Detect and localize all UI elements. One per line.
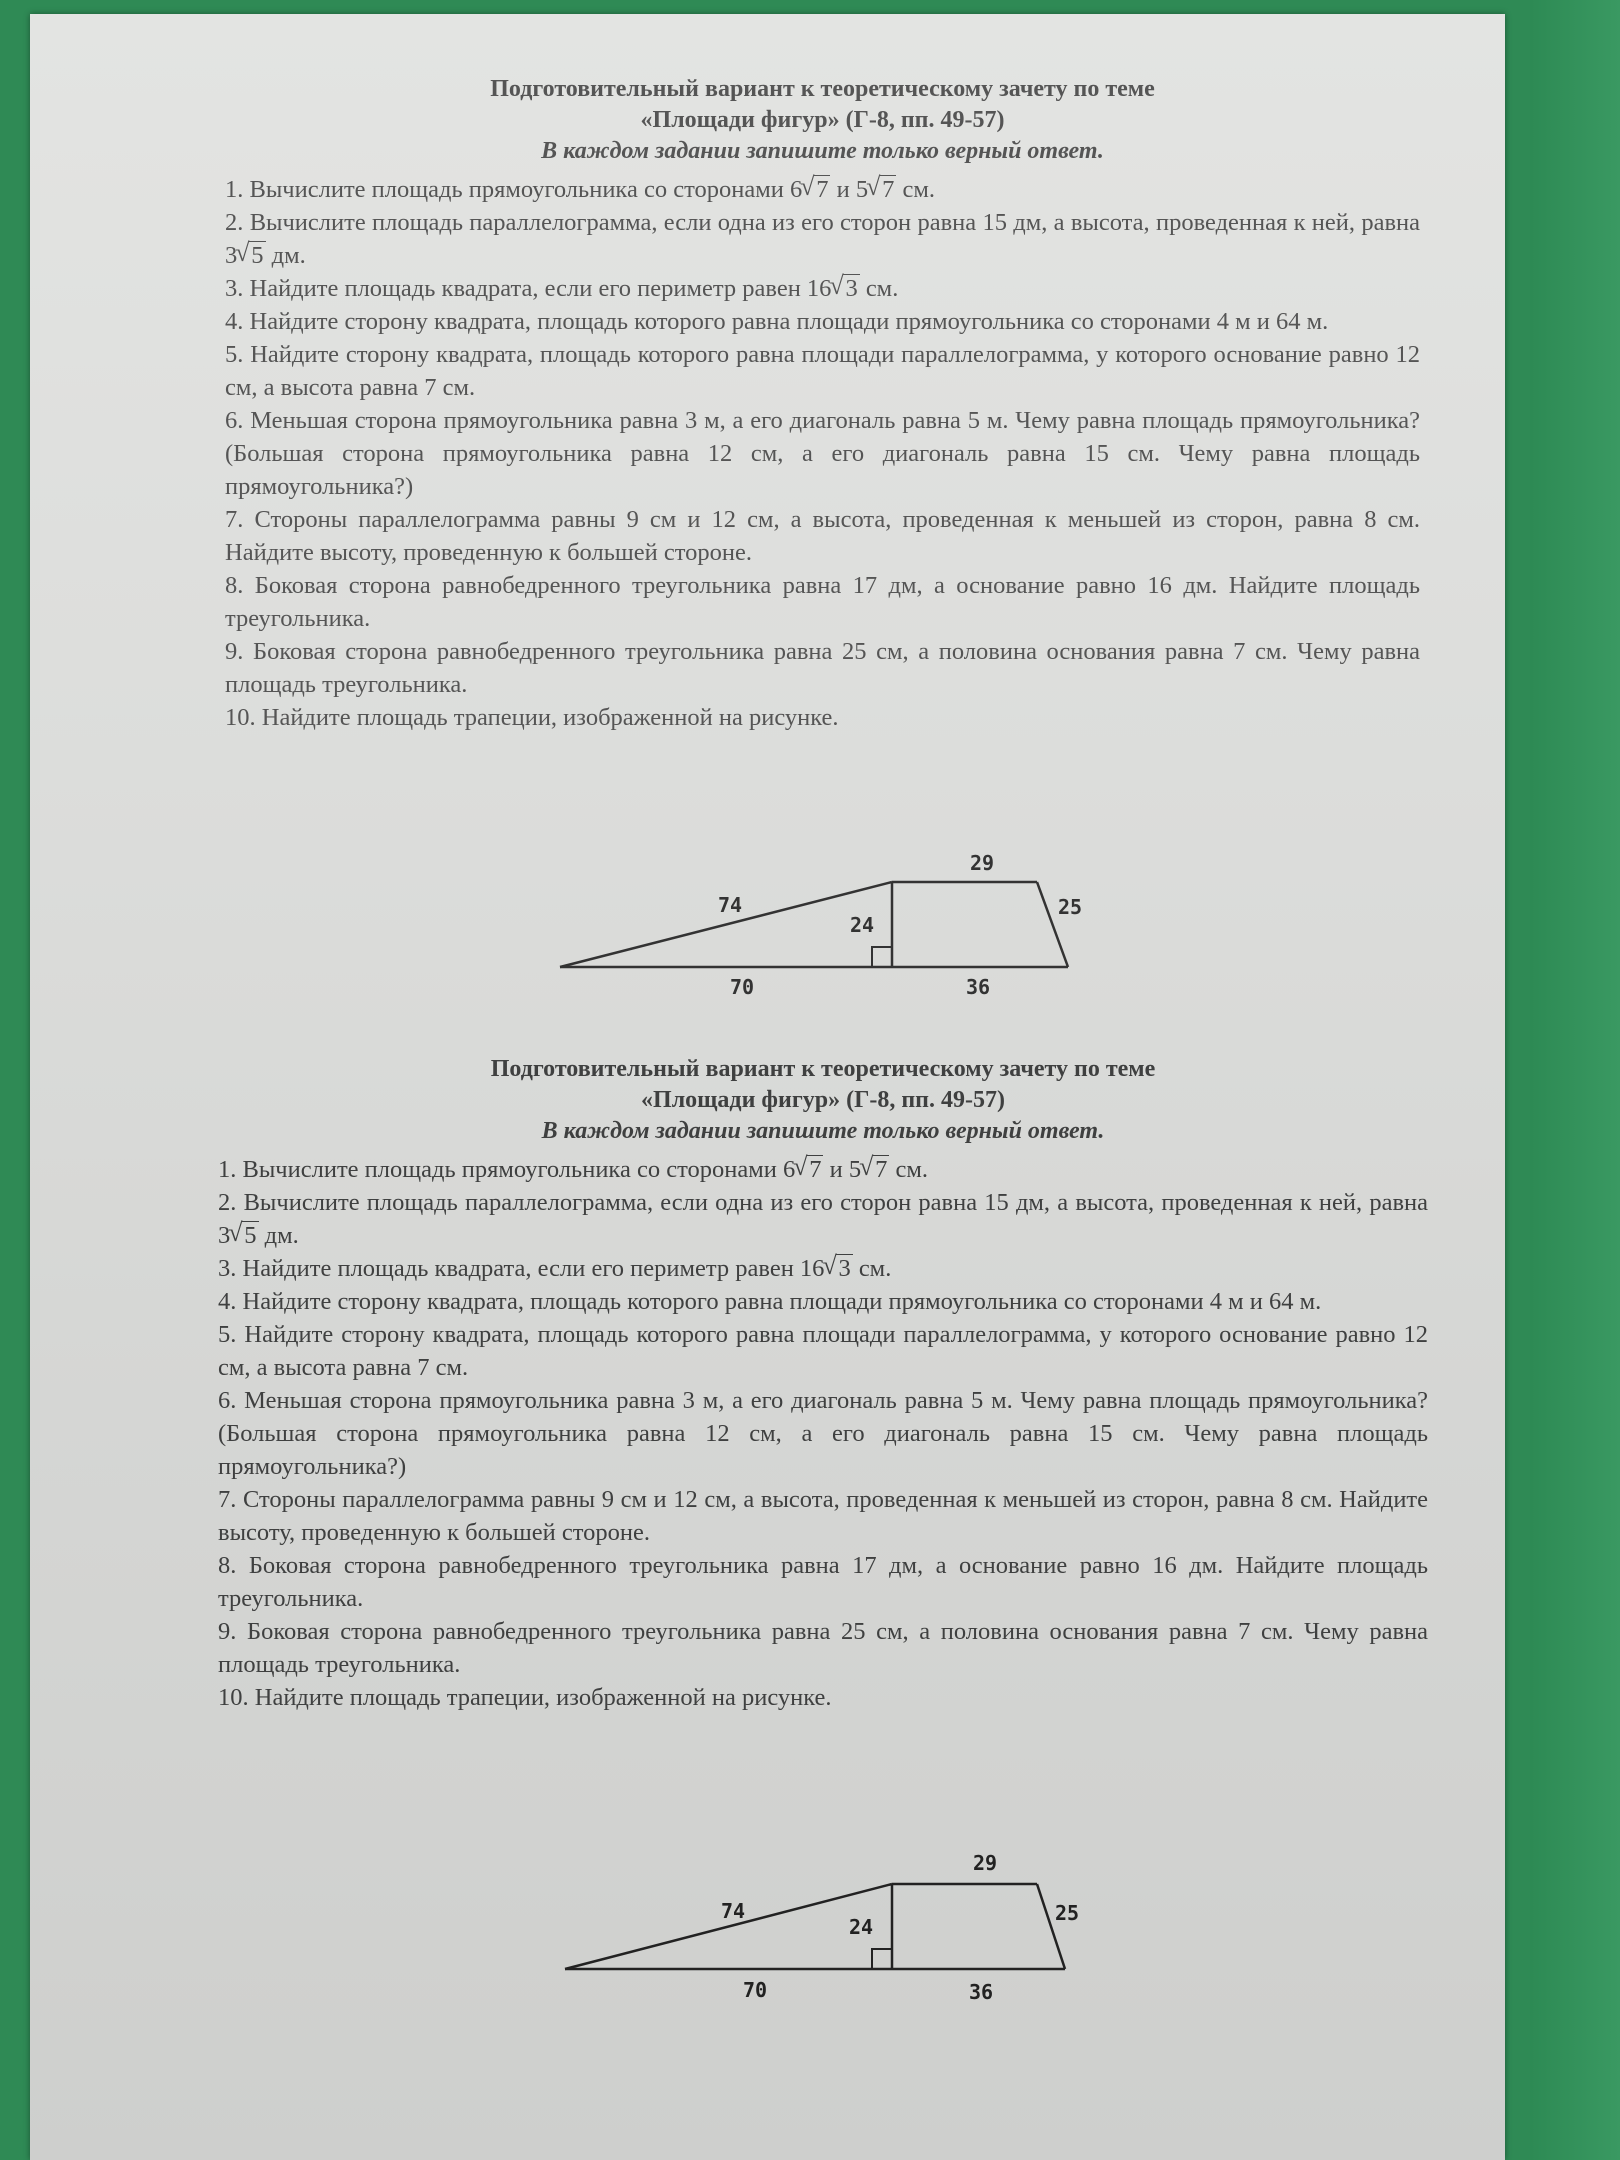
instruction: В каждом задании запишите только верный ответ.	[541, 138, 1104, 164]
label-height: 24	[849, 1915, 874, 1939]
task-3: 3. Найдите площадь квадрата, если его периметр равен 16√ 3 см.	[225, 272, 1420, 305]
sqrt-symbol: √ 7	[863, 1153, 889, 1186]
right-angle-mark	[872, 947, 892, 967]
label-left-side: 74	[718, 893, 743, 917]
title-line-2: «Площади фигур» (Г-8, пп. 49-57)	[640, 107, 1005, 133]
worksheet-content	[218, 1054, 1428, 1714]
title-line-1: Подготовительный вариант к теоретическому зачету по теме	[490, 76, 1155, 102]
trapezoid-left-side	[565, 1884, 892, 1969]
trapezoid-diagram	[550, 832, 1110, 1012]
worksheet-content	[225, 74, 1420, 734]
task-1: 1. Вычислите площадь прямоугольника со сторонами 6√ 7 и 5√ 7 см.	[225, 173, 1420, 206]
label-height: 24	[850, 913, 875, 937]
task-4: 4. Найдите сторону квадрата, площадь которого равна площади прямоугольника со сторонами 4 м и 64 м.	[218, 1288, 1322, 1315]
task-8: 8. Боковая сторона равнобедренного треугольника равна 17 дм, а основание равно 16 дм. Найдите площадь треугольника.	[225, 572, 1420, 632]
trapezoid-right-side	[1037, 1884, 1065, 1969]
task-10: 10. Найдите площадь трапеции, изображенной на рисунке.	[225, 704, 839, 731]
trapezoid-diagram	[555, 1834, 1115, 2014]
task-6: 6. Меньшая сторона прямоугольника равна 3 м, а его диагональ равна 5 м. Чему равна площадь прямоугольника? (Большая сторона прямоугольника равна 12 см, а его диагональ равна 15 см. Чему равна площадь прямоугольника?)	[218, 1387, 1428, 1480]
task-7: 7. Стороны параллелограмма равны 9 см и 12 см, а высота, проведенная к меньшей из сторон, равна 8 см. Найдите высоту, проведенную к большей стороне.	[218, 1486, 1429, 1546]
label-bottom-right: 36	[966, 975, 991, 999]
worksheet-top	[30, 74, 1505, 1074]
worksheet-bottom	[30, 1054, 1505, 2054]
task-5: 5. Найдите сторону квадрата, площадь которого равна площади параллелограмма, у которого основание равно 12 см, а высота равна 7 см.	[225, 341, 1421, 401]
label-bottom-left: 70	[743, 1978, 768, 2002]
trapezoid-figure	[550, 832, 1110, 1017]
label-right-side: 25	[1058, 895, 1083, 919]
paper-sheet	[30, 14, 1505, 2160]
task-list	[218, 1153, 1428, 1714]
task-9: 9. Боковая сторона равнобедренного треугольника равна 25 см, а половина основания равна 7 см. Чему равна площадь треугольника.	[218, 1618, 1429, 1678]
sqrt-symbol: √ 7	[804, 173, 830, 206]
sqrt-symbol: √ 7	[870, 173, 896, 206]
task-5: 5. Найдите сторону квадрата, площадь которого равна площади параллелограмма, у которого основание равно 12 см, а высота равна 7 см.	[218, 1321, 1429, 1381]
sqrt-symbol: √ 5	[232, 1219, 258, 1252]
task-10: 10. Найдите площадь трапеции, изображенной на рисунке.	[218, 1684, 832, 1711]
title-line-1: Подготовительный вариант к теоретическому зачету по теме	[490, 1056, 1156, 1082]
sqrt-symbol: √ 3	[833, 272, 859, 305]
sqrt-symbol: √ 5	[239, 239, 265, 272]
task-3: 3. Найдите площадь квадрата, если его периметр равен 16√ 3 см.	[218, 1252, 1428, 1285]
label-left-side: 74	[721, 1899, 746, 1923]
trapezoid-figure	[555, 1834, 1115, 2019]
task-4: 4. Найдите сторону квадрата, площадь которого равна площади прямоугольника со сторонами 4 м и 64 м.	[225, 308, 1329, 335]
task-1: 1. Вычислите площадь прямоугольника со сторонами 6√ 7 и 5√ 7 см.	[218, 1153, 1428, 1186]
task-8: 8. Боковая сторона равнобедренного треугольника равна 17 дм, а основание равно 16 дм. Найдите площадь треугольника.	[218, 1552, 1429, 1612]
task-2: 2. Вычислите площадь параллелограмма, если одна из его сторон равна 15 дм, а высота, проведенная к ней, равна 3√ 5 дм.	[225, 206, 1420, 272]
task-7: 7. Стороны параллелограмма равны 9 см и 12 см, а высота, проведенная к меньшей из сторон, равна 8 см. Найдите высоту, проведенную к большей стороне.	[225, 506, 1420, 566]
right-angle-mark	[872, 1949, 892, 1969]
background-wall	[1530, 0, 1620, 2160]
sqrt-symbol: √ 7	[797, 1153, 823, 1186]
task-9: 9. Боковая сторона равнобедренного треугольника равна 25 см, а половина основания равна 7 см. Чему равна площадь треугольника.	[225, 638, 1421, 698]
label-bottom-left: 70	[730, 975, 755, 999]
label-bottom-right: 36	[969, 1980, 994, 2004]
label-top-base: 29	[970, 851, 995, 875]
task-list	[225, 173, 1420, 734]
label-right-side: 25	[1055, 1901, 1080, 1925]
label-top-base: 29	[973, 1851, 998, 1875]
task-2: 2. Вычислите площадь параллелограмма, если одна из его сторон равна 15 дм, а высота, проведенная к ней, равна 3√ 5 дм.	[218, 1186, 1428, 1252]
instruction: В каждом задании запишите только верный ответ.	[541, 1118, 1105, 1144]
title-line-2: «Площади фигур» (Г-8, пп. 49-57)	[641, 1087, 1005, 1113]
sqrt-symbol: √ 3	[826, 1252, 852, 1285]
task-6: 6. Меньшая сторона прямоугольника равна 3 м, а его диагональ равна 5 м. Чему равна площадь прямоугольника? (Большая сторона прямоугольника равна 12 см, а его диагональ равна 15 см. Чему равна площадь прямоугольника?)	[225, 407, 1420, 500]
